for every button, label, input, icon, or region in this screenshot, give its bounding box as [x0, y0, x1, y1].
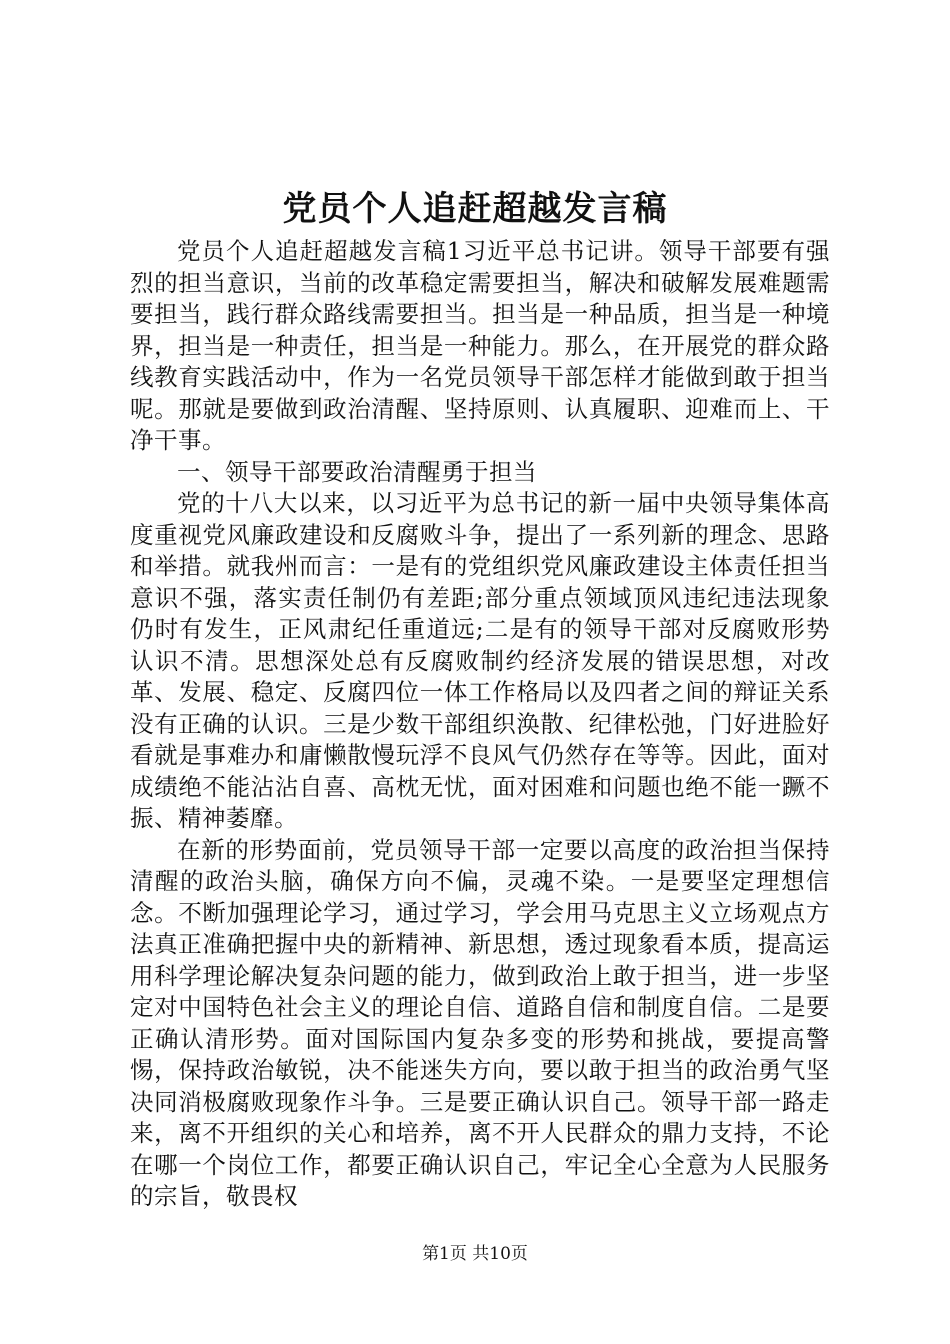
- page-number-footer: 第1页 共10页: [422, 1244, 528, 1264]
- paragraph-measures: 在新的形势面前，党员领导干部一定要以高度的政治担当保持清醒的政治头脑，确保方向不偏，灵魂不染。一是要坚定理想信念。不断加强理论学习，通过学习，学会用马克思主义立场观点方法真正准确把握中央的新精神、新思想，透过现象看本质，提高运用科学理论解决复杂问题的能力，做到政治上敢于担当，进一步坚定对中国特色社会主义的理论自信、道路自信和制度自信。二是要正确认清形势。面对国际国内复杂多变的形势和挑战，要提高警惕，保持政治敏锐，决不能迷失方向，要以敢于担当的政治勇气坚决同消极腐败现象作斗争。三是要正确认识自己。领导干部一路走来，离不开组织的关心和培养，离不开人民群众的鼎力支持，不论在哪一个岗位工作，都要正确认识自己，牢记全心全意为人民服务的宗旨，敬畏权: [130, 835, 830, 1210]
- section-heading: 一、领导干部要政治清醒勇于担当: [177, 457, 537, 486]
- paragraph-intro: 党员个人追赶超越发言稿1习近平总书记讲。领导干部要有强烈的担当意识，当前的改革稳定需要担当，解决和破解发展难题需要担当，践行群众路线需要担当。担当是一种品质，担当是一种境界，担当是一种责任，担当是一种能力。那么，在开展党的群众路线教育实践活动中，作为一名党员领导干部怎样才能做到敢于担当呢。那就是要做到政治清醒、坚持原则、认真履职、迎难而上、干净干事。: [130, 237, 830, 454]
- paragraph-situation: 党的十八大以来，以习近平为总书记的新一届中央领导集体高度重视党风廉政建设和反腐败斗争，提出了一系列新的理念、思路和举措。就我州而言：一是有的党组织党风廉政建设主体责任担当意识不强，落实责任制仍有差距;部分重点领域顶风违纪违法现象仍时有发生，正风肃纪任重道远;二是有的领导干部对反腐败形势认识不清。思想深处总有反腐败制约经济发展的错误思想，对改革、发展、稳定、反腐四位一体工作格局以及四者之间的辩证关系没有正确的认识。三是少数干部组织涣散、纪律松弛，门好进脸好看就是事难办和庸懒散慢玩浮不良风气仍然存在等等。因此，面对成绩绝不能沾沾自喜、高枕无忧，面对困难和问题也绝不能一蹶不振、精神萎靡。: [130, 489, 830, 832]
- document-title: 党员个人追赶超越发言稿: [282, 189, 668, 229]
- document-body: [130, 236, 830, 1213]
